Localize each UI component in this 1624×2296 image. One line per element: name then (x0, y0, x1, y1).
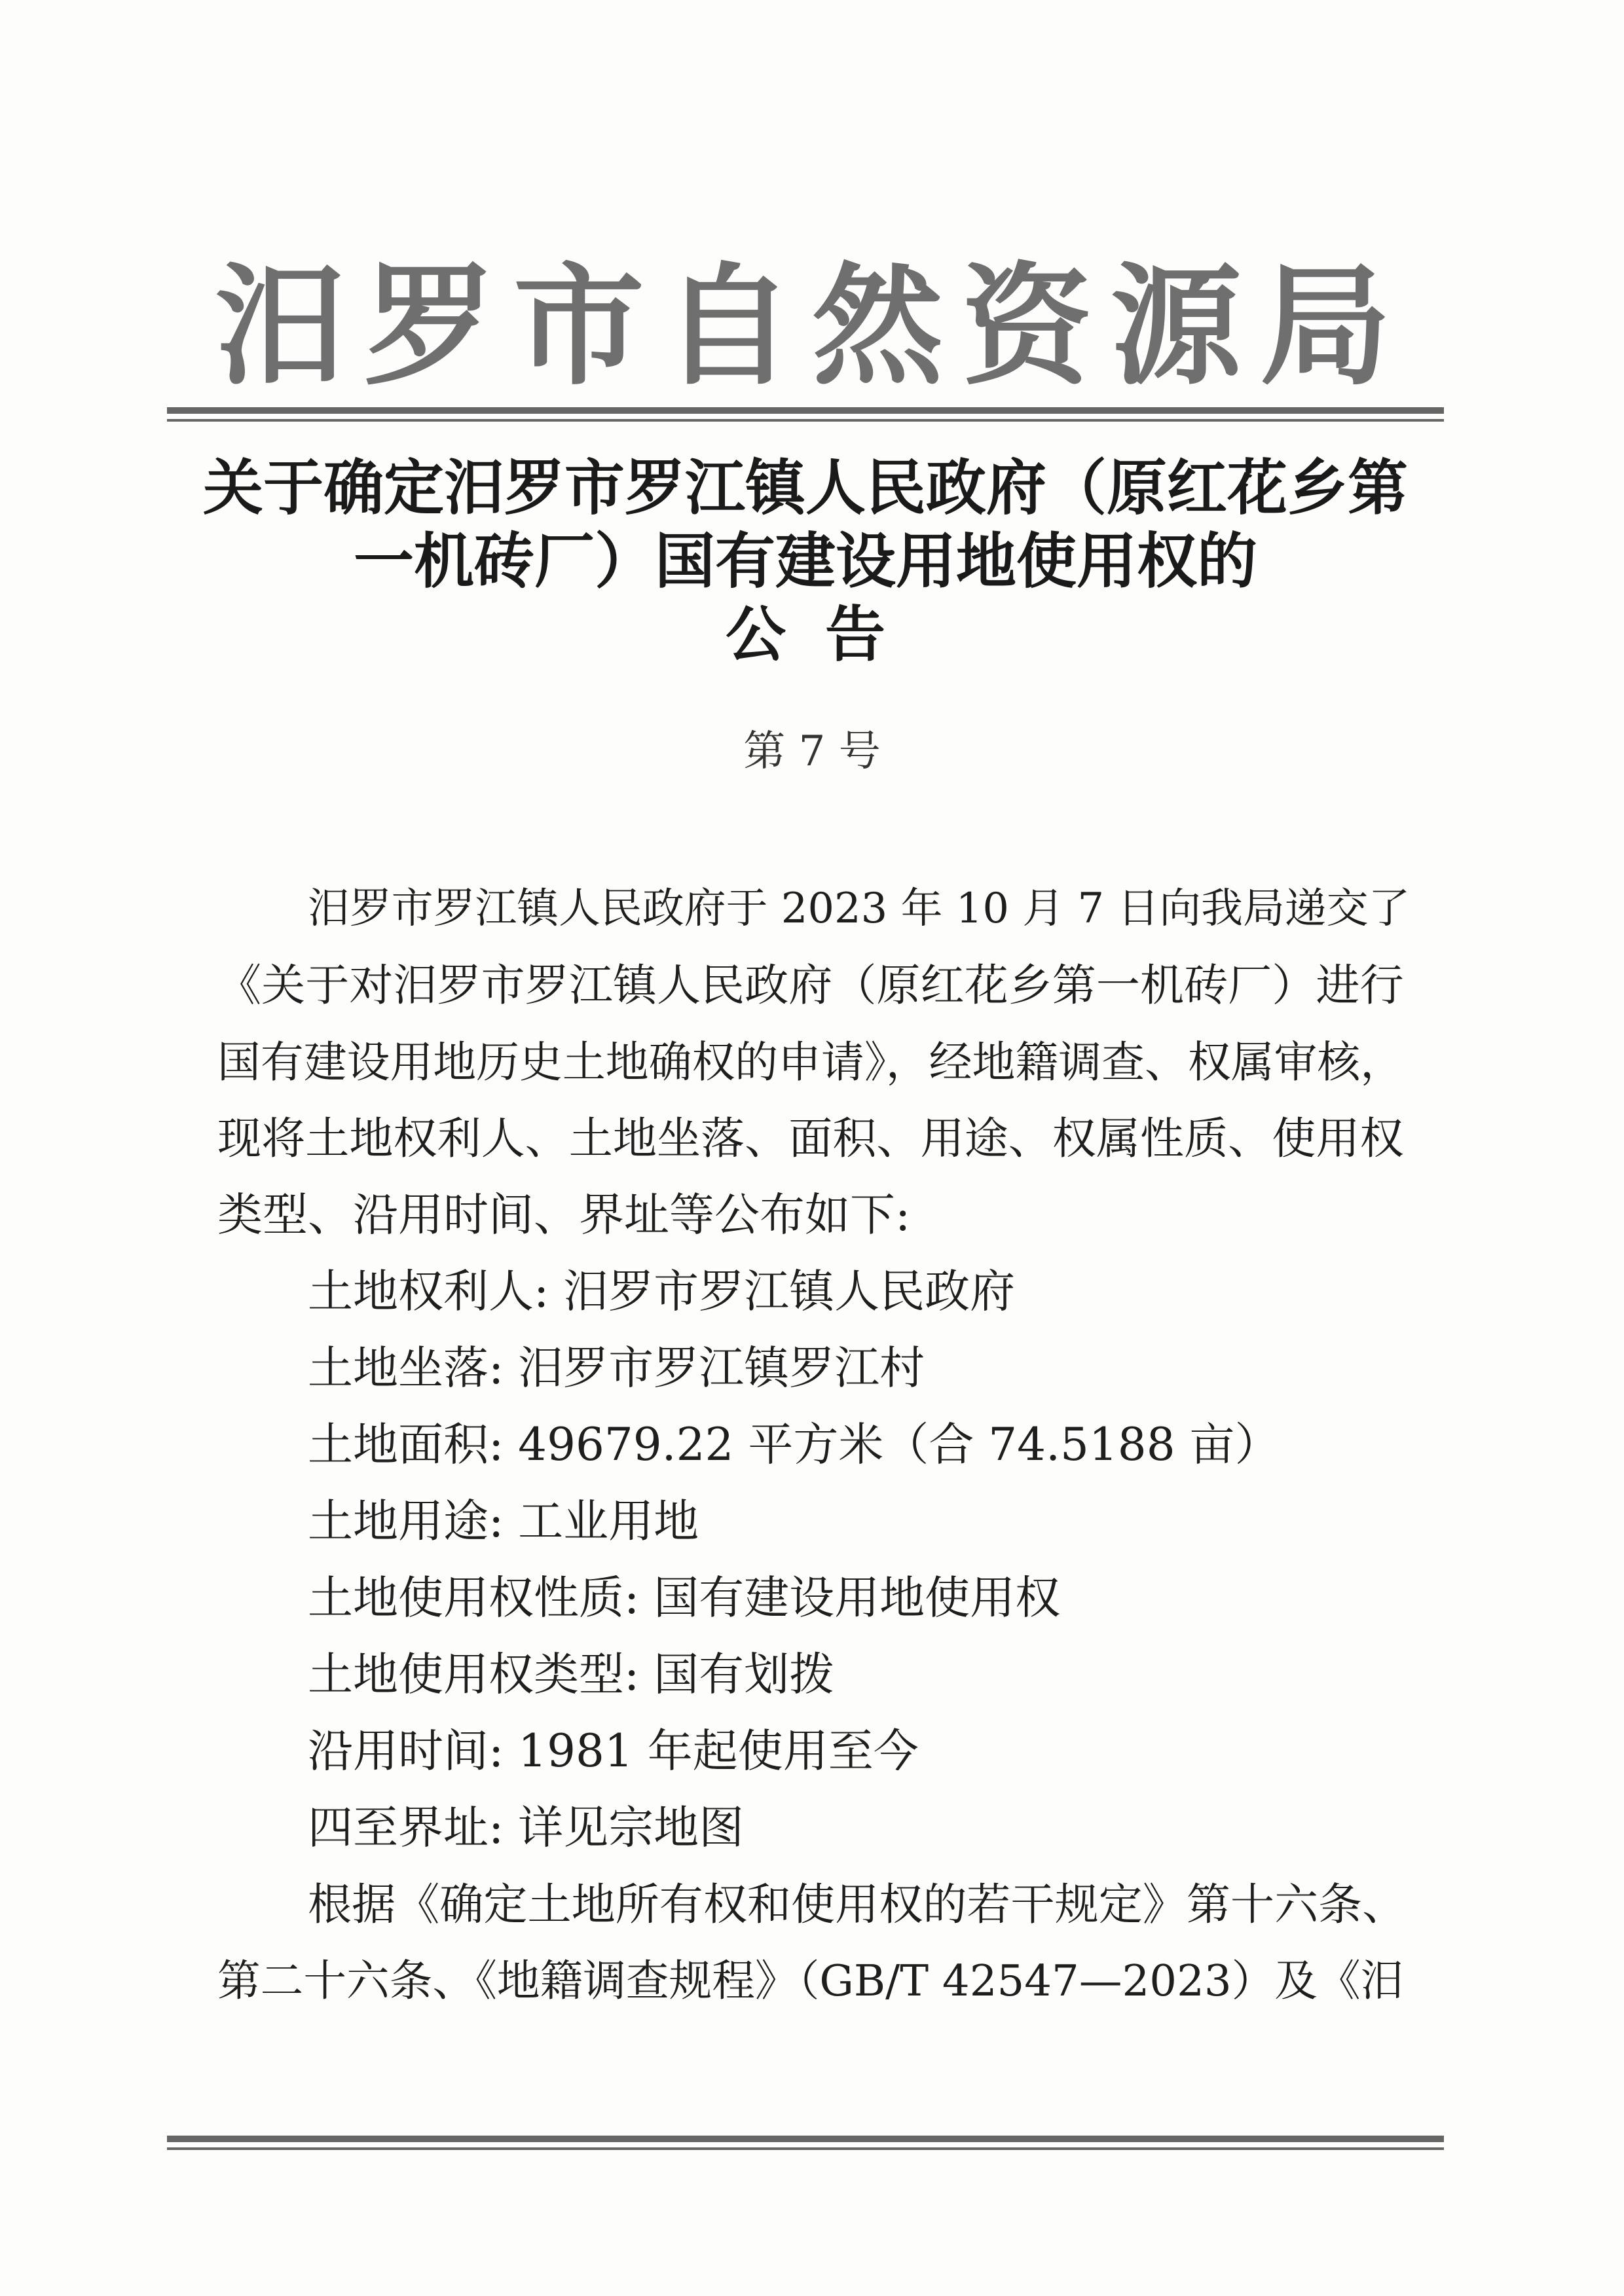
header-rule-thin (167, 419, 1444, 422)
document-number: 第 7 号 (743, 727, 881, 776)
title-line-2: 一机砖厂）国有建设用地使用权的 (353, 526, 1257, 596)
body-line-4: 现将土地权利人、土地坐落、面积、用途、权属性质、使用权 (217, 1113, 1404, 1164)
footer-rule-thin (167, 2147, 1444, 2150)
body-line-basis-1: 根据《确定土地所有权和使用权的若干规定》第十六条、 (308, 1879, 1407, 1930)
issuing-authority-header: 汨罗市自然资源局 (214, 251, 1409, 403)
field-land-owner: 土地权利人: 汨罗市罗江镇人民政府 (308, 1266, 1016, 1318)
body-line-2: 《关于对汨罗市罗江镇人民政府（原红花乡第一机砖厂）进行 (217, 960, 1404, 1011)
footer-rule-thick (167, 2136, 1444, 2142)
body-line-5: 类型、沿用时间、界址等公布如下: (217, 1189, 911, 1241)
field-right-nature: 土地使用权性质: 国有建设用地使用权 (308, 1572, 1061, 1624)
field-right-type: 土地使用权类型: 国有划拨 (308, 1649, 835, 1701)
document-body (217, 871, 1416, 2020)
field-land-area: 土地面积: 49679.22 平方米（合 74.5188 亩） (308, 1419, 1280, 1471)
body-line-basis-2: 第二十六条、《地籍调查规程》（GB/T 42547—2023）及《汨 (217, 1956, 1404, 2006)
title-line-1: 关于确定汨罗市罗江镇人民政府（原红花乡第 (202, 453, 1408, 523)
body-line-1: 汨罗市罗江镇人民政府于 2023 年 10 月 7 日向我局递交了 (308, 884, 1411, 933)
title-line-3: 公告 (725, 600, 925, 670)
body-line-3: 国有建设用地历史土地确权的申请》，经地籍调查、权属审核， (217, 1037, 1404, 1087)
field-land-use: 土地用途: 工业用地 (308, 1495, 699, 1548)
field-boundaries: 四至界址: 详见宗地图 (308, 1802, 745, 1854)
field-land-location: 土地坐落: 汨罗市罗江镇罗江村 (308, 1342, 925, 1394)
document-title (167, 452, 1444, 672)
field-usage-period: 沿用时间: 1981 年起使用至今 (308, 1725, 919, 1777)
header-rule-thick (167, 407, 1444, 414)
